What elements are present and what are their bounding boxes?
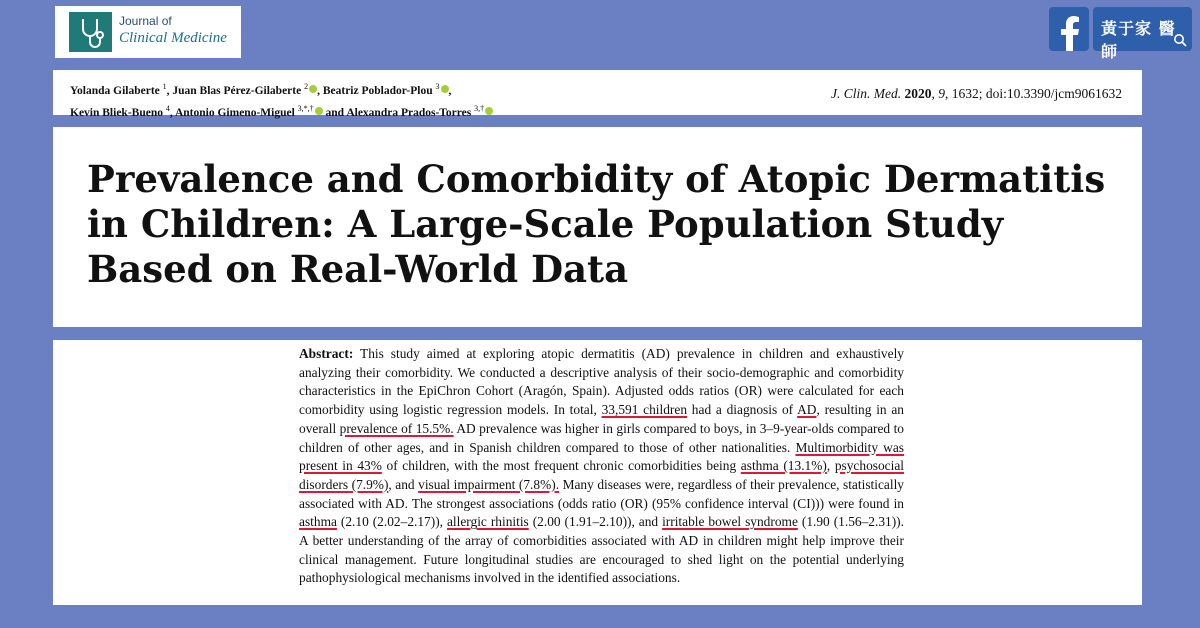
abstract-text: Many diseases were, regardless of their prevalence, statistically associated with AD. The strongest associations (odds ratio (OR) (95% confidence interval (CI))) were found in xyxy=(299,476,904,511)
highlight-asthma: asthma xyxy=(299,514,337,530)
citation-volume: 9 xyxy=(938,86,945,101)
abstract-text: (2.00 (1.91–2.10)), and xyxy=(528,514,663,530)
doctor-name: 黃于家 醫師 xyxy=(1101,19,1176,61)
orcid-icon[interactable] xyxy=(441,85,449,93)
highlight-ad: AD xyxy=(797,402,817,418)
abstract-text: (1.90 (1.56–2.31)). A better understanding of the array of comorbidities associated with AD in children might help improve their clinical management. Future longitudinal studies are encouraged to shed light on the potential underlying pathophysiological mechanisms involved in the identified associations. xyxy=(299,514,904,586)
citation-journal: J. Clin. Med. xyxy=(831,86,902,101)
orcid-icon[interactable] xyxy=(485,107,493,115)
highlight-visual-impairment: visual impairment (7.8%). xyxy=(418,476,560,492)
highlight-asthma-prevalence: asthma (13.1%) xyxy=(740,458,827,474)
citation: J. Clin. Med. 2020, 9, 1632; doi:10.3390/jcm9061632 xyxy=(831,86,1122,101)
highlight-children-count: 33,591 children xyxy=(601,402,688,418)
abstract-text: had a diagnosis of xyxy=(687,402,798,418)
doctor-brand-badge[interactable] xyxy=(1093,7,1192,61)
abstract-text: , resulting in an overall xyxy=(299,402,905,436)
abstract-paragraph xyxy=(299,345,904,588)
title-band xyxy=(53,127,1142,327)
logo-journal-name: Clinical Medicine xyxy=(119,30,227,46)
author-list: Yolanda Gilaberte $^1$, Juan Blas Pérez-Gilaberte $^2$ , Beatriz Poblador-Plou $^3$ , Kevin Bliek-Bueno $^4$, Antonio Gimeno-Miguel $^{3,*,\dagger}$ and Alexandra Prados-Torres $^{3,\dagger}$ xyxy=(70,78,493,122)
orcid-icon[interactable] xyxy=(309,85,317,93)
citation-doi: , 1632; doi:10.3390/jcm9061632 xyxy=(945,86,1122,101)
abstract-text: AD prevalence was higher in girls compared to boys, in 3–9-year-olds compared to children of other ages, and in Spanish children compared to those of other nationalities. xyxy=(299,420,904,455)
abstract-text: , xyxy=(826,458,835,474)
abstract-text: This study aimed at exploring atopic dermatitis (AD) prevalence in children and exhaustively analyzing their comorbidity. We conducted a descriptive analysis of their socio-demographic and comorbidity characteristics in the EpiChron Cohort (Aragón, Spain). Adjusted odds ratios (OR) were calculated for each comorbidity using logistic regression models. In total, xyxy=(299,346,904,418)
author-name: Alexandra Prados-Torres xyxy=(346,106,472,119)
authors-band xyxy=(53,70,1142,119)
author-name: Kevin Bliek-Bueno xyxy=(70,106,163,119)
highlight-allergic-rhinitis: allergic rhinitis xyxy=(446,514,529,530)
citation-year: 2020 xyxy=(904,86,932,101)
orcid-icon[interactable] xyxy=(315,107,323,115)
journal-logo xyxy=(55,6,241,58)
abstract-text: of children, with the most frequent chronic comorbidities being xyxy=(381,458,741,474)
author-affiliation: 3,*,† xyxy=(297,103,314,113)
abstract-band xyxy=(53,340,1142,605)
author-name: Antonio Gimeno-Miguel xyxy=(174,106,295,119)
abstract-text: (2.10 (2.02–2.17)), xyxy=(336,514,447,530)
author-name: Yolanda Gilaberte xyxy=(70,84,160,97)
facebook-icon[interactable] xyxy=(1049,7,1089,51)
magnifier-icon xyxy=(1173,33,1187,47)
author-affiliation: 1 xyxy=(162,82,167,91)
brand-header xyxy=(1049,7,1192,61)
highlight-psychosocial: psychosocial disorders (7.9%) xyxy=(299,458,904,492)
author-name: Juan Blas Pérez-Gilaberte xyxy=(172,84,302,97)
highlight-ibs: irritable bowel syndrome xyxy=(662,514,798,530)
author-and: and xyxy=(325,106,345,119)
author-affiliation: 2 xyxy=(304,82,309,91)
highlight-multimorbidity: Multimorbidity was present in 43% xyxy=(299,439,904,474)
abstract-text: , and xyxy=(388,476,419,492)
author-name: Beatriz Poblador-Plou xyxy=(322,84,433,97)
abstract-label: Abstract: xyxy=(299,346,354,361)
logo-journal-of: Journal of xyxy=(119,14,172,28)
stethoscope-icon xyxy=(69,12,112,52)
author-affiliation: 3,† xyxy=(474,103,485,113)
highlight-prevalence: prevalence of 15.5%. xyxy=(339,420,454,436)
paper-title: Prevalence and Comorbidity of Atopic Dermatitis in Children: A Large-Scale Population Study Based on Real-World Data xyxy=(87,157,1106,291)
author-affiliation: 4 xyxy=(165,103,170,113)
author-affiliation: 3 xyxy=(435,82,440,91)
